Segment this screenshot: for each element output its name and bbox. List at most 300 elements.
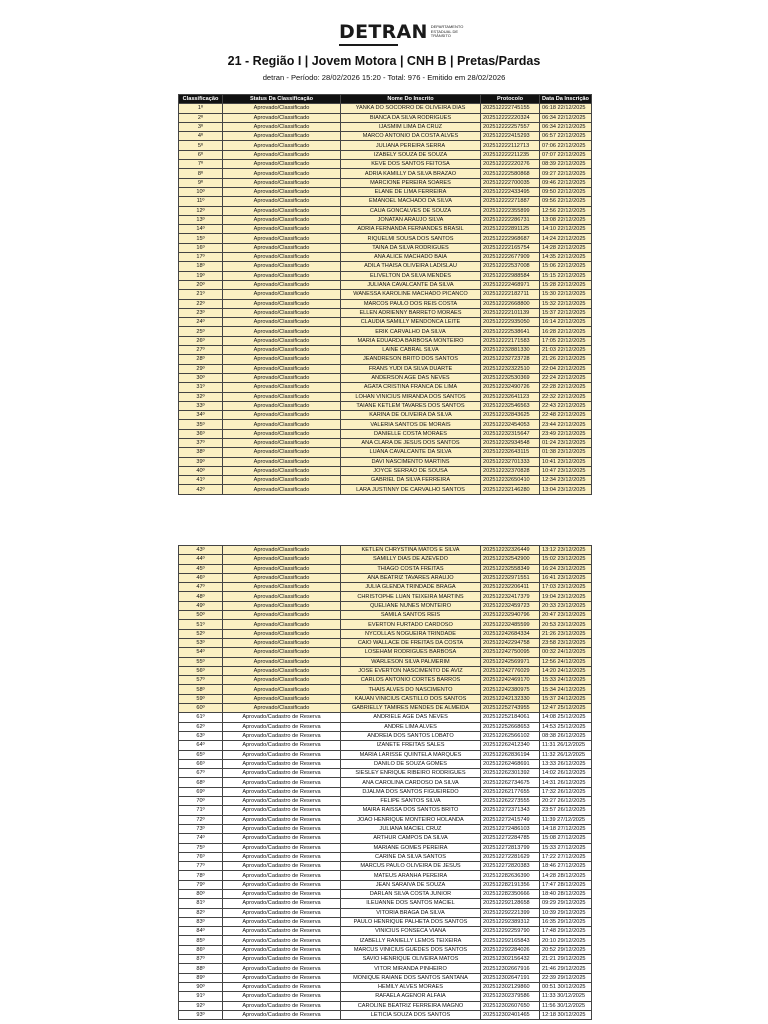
cell-classificacao: 51º (179, 620, 223, 629)
cell-protocolo: 202512262836194 (481, 750, 540, 759)
cell-status: Aprovado/Classificado (223, 160, 341, 169)
header-data: Data Da Inscrição (540, 95, 592, 104)
cell-nome: JULIA GLENDA TRINDADE BRAGA (341, 583, 481, 592)
cell-data: 18:40 28/12/2025 (540, 889, 592, 898)
cell-status: Aprovado/Classificado (223, 429, 341, 438)
cell-status: Aprovado/Classificado (223, 601, 341, 610)
cell-protocolo: 202512282350666 (481, 889, 540, 898)
cell-status: Aprovado/Classificado (223, 141, 341, 150)
cell-nome: MAIRA RAISSA DOS SANTOS BRITO (341, 806, 481, 815)
cell-classificacao: 54º (179, 648, 223, 657)
table-header-row (179, 95, 592, 104)
cell-status: Aprovado/Classificado (223, 555, 341, 564)
cell-classificacao: 42º (179, 485, 223, 494)
cell-data: 12:56 22/12/2025 (540, 206, 592, 215)
cell-classificacao: 41º (179, 476, 223, 485)
cell-protocolo: 202512232315647 (481, 429, 540, 438)
cell-classificacao: 13º (179, 215, 223, 224)
cell-status: Aprovado/Classificado (223, 685, 341, 694)
cell-protocolo: 202512242380975 (481, 685, 540, 694)
cell-nome: ANA CLARA DE JESUS DOS SANTOS (341, 438, 481, 447)
cell-nome: MARCO ANTONIO DA COSTA ALVES (341, 132, 481, 141)
table-row (179, 206, 592, 215)
cell-data: 06:57 22/12/2025 (540, 132, 592, 141)
table-row (179, 927, 592, 936)
cell-status: Aprovado/Classificado (223, 346, 341, 355)
cell-nome: ADRIA KAMILLY DA SILVA BRAZAO (341, 169, 481, 178)
cell-nome: MARCOS PAULO DOS REIS COSTA (341, 299, 481, 308)
cell-protocolo: 202512302607650 (481, 1001, 540, 1010)
table-row (179, 225, 592, 234)
table-row (179, 592, 592, 601)
cell-nome: ANDREIA DOS SANTOS LOBATO (341, 731, 481, 740)
cell-nome: CAIO WALLACE DE FREITAS DA COSTA (341, 638, 481, 647)
cell-nome: ELIVELTON DA SILVA MENDES (341, 271, 481, 280)
cell-status: Aprovado/Classificado (223, 466, 341, 475)
cell-classificacao: 84º (179, 927, 223, 936)
table-row (179, 666, 592, 675)
table-row (179, 638, 592, 647)
cell-classificacao: 81º (179, 899, 223, 908)
cell-data: 12:18 30/12/2025 (540, 1010, 592, 1019)
cell-protocolo: 202512232971551 (481, 573, 540, 582)
cell-data: 21:21 29/12/2025 (540, 955, 592, 964)
cell-protocolo: 202512232485599 (481, 620, 540, 629)
cell-protocolo: 202512232542900 (481, 555, 540, 564)
cell-classificacao: 63º (179, 731, 223, 740)
cell-nome: LOSEHAM RODRIGUES BARBOSA (341, 648, 481, 657)
table-row (179, 992, 592, 1001)
cell-protocolo: 202512222211235 (481, 150, 540, 159)
cell-nome: VITORIA BRAGA DA SILVA (341, 908, 481, 917)
cell-data: 13:33 26/12/2025 (540, 759, 592, 768)
cell-status: Aprovado/Cadastro de Reserva (223, 982, 341, 991)
cell-nome: RAFAELA AGENOR ALFAIA (341, 992, 481, 1001)
cell-classificacao: 88º (179, 964, 223, 973)
cell-protocolo: 202512262734675 (481, 778, 540, 787)
cell-status: Aprovado/Cadastro de Reserva (223, 815, 341, 824)
cell-nome: KAUAN VINICIUS CASTILLO DOS SANTOS (341, 694, 481, 703)
table-row (179, 871, 592, 880)
cell-protocolo: 202512222968687 (481, 234, 540, 243)
cell-nome: ELLEN ADRIENNY BARRETO MORAES (341, 308, 481, 317)
cell-protocolo: 202512262301392 (481, 769, 540, 778)
cell-data: 17:47 28/12/2025 (540, 880, 592, 889)
table-row (179, 466, 592, 475)
cell-nome: IZABELY SOUZA DE SOUZA (341, 150, 481, 159)
cell-status: Aprovado/Cadastro de Reserva (223, 797, 341, 806)
table-row (179, 583, 592, 592)
cell-classificacao: 57º (179, 676, 223, 685)
cell-data: 14:08 25/12/2025 (540, 713, 592, 722)
cell-classificacao: 28º (179, 355, 223, 364)
cell-status: Aprovado/Cadastro de Reserva (223, 936, 341, 945)
table-row (179, 862, 592, 871)
cell-status: Aprovado/Classificado (223, 243, 341, 252)
cell-status: Aprovado/Cadastro de Reserva (223, 834, 341, 843)
table-row (179, 253, 592, 262)
cell-nome: KETLEN CHRYSTINA MATOS E SILVA (341, 546, 481, 555)
table-row (179, 713, 592, 722)
cell-classificacao: 62º (179, 722, 223, 731)
cell-data: 13:12 23/12/2025 (540, 546, 592, 555)
cell-data: 12:34 23/12/2025 (540, 476, 592, 485)
cell-status: Aprovado/Cadastro de Reserva (223, 880, 341, 889)
cell-nome: FRANS YUDI DA SILVA DUARTE (341, 364, 481, 373)
cell-data: 09:27 22/12/2025 (540, 169, 592, 178)
cell-status: Aprovado/Classificado (223, 104, 341, 113)
cell-protocolo: 202512222165754 (481, 243, 540, 252)
cell-data: 11:31 26/12/2025 (540, 741, 592, 750)
cell-classificacao: 52º (179, 629, 223, 638)
cell-data: 06:18 22/12/2025 (540, 104, 592, 113)
cell-protocolo: 202512292389312 (481, 917, 540, 926)
cell-status: Aprovado/Cadastro de Reserva (223, 750, 341, 759)
cell-protocolo: 202512262412340 (481, 741, 540, 750)
cell-data: 22:32 22/12/2025 (540, 392, 592, 401)
cell-classificacao: 64º (179, 741, 223, 750)
cell-protocolo: 202512222745155 (481, 104, 540, 113)
cell-data: 22:48 22/12/2025 (540, 411, 592, 420)
cell-status: Aprovado/Cadastro de Reserva (223, 722, 341, 731)
cell-classificacao: 67º (179, 769, 223, 778)
cell-protocolo: 202512222220276 (481, 160, 540, 169)
cell-nome: ADRIA FERNANDA FERNANDES BRASIL (341, 225, 481, 234)
cell-classificacao: 29º (179, 364, 223, 373)
cell-nome: ANDERSON AGE DAS NEVES (341, 373, 481, 382)
cell-status: Aprovado/Cadastro de Reserva (223, 973, 341, 982)
table-row (179, 141, 592, 150)
cell-protocolo: 202512232459723 (481, 601, 540, 610)
cell-nome: ILEUANNE DOS SANTOS MACIEL (341, 899, 481, 908)
cell-classificacao: 5º (179, 141, 223, 150)
table-row (179, 346, 592, 355)
cell-classificacao: 4º (179, 132, 223, 141)
cell-nome: CAUA GONCALVES DE SOUZA (341, 206, 481, 215)
cell-data: 18:46 27/12/2025 (540, 862, 592, 871)
table-row (179, 787, 592, 796)
cell-data: 21:46 29/12/2025 (540, 964, 592, 973)
cell-data: 16:28 22/12/2025 (540, 327, 592, 336)
cell-status: Aprovado/Classificado (223, 448, 341, 457)
table-row (179, 676, 592, 685)
cell-protocolo: 202512232558349 (481, 564, 540, 573)
cell-data: 11:32 26/12/2025 (540, 750, 592, 759)
cell-nome: ANA ALICE MACHADO BAIA (341, 253, 481, 262)
cell-classificacao: 24º (179, 318, 223, 327)
cell-classificacao: 66º (179, 759, 223, 768)
cell-data: 14:24 22/12/2025 (540, 234, 592, 243)
table-row (179, 759, 592, 768)
cell-data: 08:39 22/12/2025 (540, 160, 592, 169)
cell-protocolo: 202512272486103 (481, 824, 540, 833)
cell-classificacao: 82º (179, 908, 223, 917)
header-classificacao: Classificação (179, 95, 223, 104)
cell-classificacao: 53º (179, 638, 223, 647)
cell-classificacao: 90º (179, 982, 223, 991)
cell-nome: JOAO HENRIQUE MONTEIRO HOLANDA (341, 815, 481, 824)
cell-nome: HEMILY ALVES MORAES (341, 982, 481, 991)
cell-status: Aprovado/Cadastro de Reserva (223, 713, 341, 722)
cell-classificacao: 44º (179, 555, 223, 564)
table-row (179, 741, 592, 750)
cell-nome: GABRIEL DA SILVA FERREIRA (341, 476, 481, 485)
cell-status: Aprovado/Classificado (223, 113, 341, 122)
cell-classificacao: 65º (179, 750, 223, 759)
table-row (179, 243, 592, 252)
table-row (179, 113, 592, 122)
cell-protocolo: 202512272820383 (481, 862, 540, 871)
cell-nome: CLAUDIA SAMILLY MENDONCA LEITE (341, 318, 481, 327)
table-row (179, 476, 592, 485)
table-row (179, 187, 592, 196)
cell-protocolo: 202512302129860 (481, 982, 540, 991)
cell-classificacao: 7º (179, 160, 223, 169)
table-row (179, 629, 592, 638)
cell-protocolo: 202512302379586 (481, 992, 540, 1001)
cell-status: Aprovado/Cadastro de Reserva (223, 917, 341, 926)
page-title: 21 - Região I | Jovem Motora | CNH B | Pretas/Pardas (227, 54, 541, 68)
cell-status: Aprovado/Cadastro de Reserva (223, 787, 341, 796)
cell-data: 17:03 23/12/2025 (540, 583, 592, 592)
cell-nome: MONIQUE RAIANE DOS SANTOS SANTANA (341, 973, 481, 982)
cell-data: 14:53 25/12/2025 (540, 722, 592, 731)
cell-protocolo: 202512302647191 (481, 973, 540, 982)
cell-protocolo: 202512272371343 (481, 806, 540, 815)
cell-protocolo: 202512272415749 (481, 815, 540, 824)
cell-status: Aprovado/Classificado (223, 620, 341, 629)
cell-status: Aprovado/Cadastro de Reserva (223, 824, 341, 833)
cell-data: 08:38 26/12/2025 (540, 731, 592, 740)
cell-data: 17:05 22/12/2025 (540, 336, 592, 345)
cell-protocolo: 202512282636390 (481, 871, 540, 880)
cell-status: Aprovado/Cadastro de Reserva (223, 927, 341, 936)
cell-classificacao: 45º (179, 564, 223, 573)
cell-data: 15:06 22/12/2025 (540, 262, 592, 271)
cell-status: Aprovado/Classificado (223, 253, 341, 262)
cell-nome: DJALMA DOS SANTOS FIGUEIREDO (341, 787, 481, 796)
cell-status: Aprovado/Classificado (223, 573, 341, 582)
cell-classificacao: 61º (179, 713, 223, 722)
table-row (179, 964, 592, 973)
cell-protocolo: 202512222700035 (481, 178, 540, 187)
cell-classificacao: 3º (179, 122, 223, 131)
cell-classificacao: 60º (179, 704, 223, 713)
cell-data: 14:20 24/12/2025 (540, 666, 592, 675)
cell-status: Aprovado/Classificado (223, 694, 341, 703)
table-body-part-1 (179, 104, 592, 494)
cell-status: Aprovado/Cadastro de Reserva (223, 806, 341, 815)
table-row (179, 355, 592, 364)
cell-data: 15:08 27/12/2025 (540, 834, 592, 843)
table-row (179, 694, 592, 703)
table-row (179, 1010, 592, 1019)
cell-classificacao: 14º (179, 225, 223, 234)
cell-data: 01:38 23/12/2025 (540, 448, 592, 457)
cell-status: Aprovado/Classificado (223, 234, 341, 243)
cell-classificacao: 37º (179, 438, 223, 447)
cell-data: 15:37 24/12/2025 (540, 694, 592, 703)
cell-status: Aprovado/Classificado (223, 546, 341, 555)
cell-protocolo: 202512262177655 (481, 787, 540, 796)
table-row (179, 364, 592, 373)
cell-protocolo: 202512222988584 (481, 271, 540, 280)
cell-classificacao: 79º (179, 880, 223, 889)
table-row (179, 401, 592, 410)
results-table-part-2 (178, 545, 592, 1020)
cell-data: 09:29 29/12/2025 (540, 899, 592, 908)
cell-status: Aprovado/Cadastro de Reserva (223, 899, 341, 908)
cell-classificacao: 89º (179, 973, 223, 982)
table-row (179, 731, 592, 740)
cell-protocolo: 202512262273555 (481, 797, 540, 806)
table-row (179, 178, 592, 187)
cell-protocolo: 202512222355899 (481, 206, 540, 215)
cell-status: Aprovado/Classificado (223, 392, 341, 401)
cell-protocolo: 202512232881330 (481, 346, 540, 355)
cell-classificacao: 85º (179, 936, 223, 945)
cell-protocolo: 202512292165843 (481, 936, 540, 945)
cell-classificacao: 18º (179, 262, 223, 271)
table-row (179, 806, 592, 815)
cell-data: 13:08 22/12/2025 (540, 215, 592, 224)
cell-classificacao: 39º (179, 457, 223, 466)
cell-nome: MATEUS ARANHA PEREIRA (341, 871, 481, 880)
cell-data: 14:10 22/12/2025 (540, 225, 592, 234)
table-row (179, 448, 592, 457)
cell-nome: ANA CAROLINA CARDOSO DA SILVA (341, 778, 481, 787)
cell-classificacao: 43º (179, 546, 223, 555)
cell-data: 23:49 22/12/2025 (540, 429, 592, 438)
cell-status: Aprovado/Classificado (223, 401, 341, 410)
cell-status: Aprovado/Cadastro de Reserva (223, 862, 341, 871)
cell-status: Aprovado/Classificado (223, 383, 341, 392)
header-status: Status Da Classificação (223, 95, 341, 104)
cell-classificacao: 35º (179, 420, 223, 429)
cell-data: 21:26 23/12/2025 (540, 629, 592, 638)
table-row (179, 889, 592, 898)
cell-protocolo: 202512232322510 (481, 364, 540, 373)
cell-nome: JULIANA CAVALCANTE DA SILVA (341, 280, 481, 289)
cell-classificacao: 71º (179, 806, 223, 815)
cell-data: 15:15 22/12/2025 (540, 271, 592, 280)
cell-nome: GABRIELLY TAMIRES MENDES DE ALMEIDA (341, 704, 481, 713)
cell-protocolo: 202512232940796 (481, 611, 540, 620)
cell-classificacao: 8º (179, 169, 223, 178)
cell-status: Aprovado/Classificado (223, 169, 341, 178)
cell-data: 06:34 22/12/2025 (540, 122, 592, 131)
table-row (179, 564, 592, 573)
cell-status: Aprovado/Cadastro de Reserva (223, 992, 341, 1001)
cell-classificacao: 69º (179, 787, 223, 796)
table-row (179, 457, 592, 466)
cell-classificacao: 10º (179, 187, 223, 196)
cell-nome: LETICIA SOUZA DOS SANTOS (341, 1010, 481, 1019)
cell-protocolo: 202512222415293 (481, 132, 540, 141)
cell-classificacao: 83º (179, 917, 223, 926)
cell-data: 17:32 26/12/2025 (540, 787, 592, 796)
cell-data: 00:51 30/12/2025 (540, 982, 592, 991)
cell-data: 12:47 25/12/2025 (540, 704, 592, 713)
cell-protocolo: 202512222468971 (481, 280, 540, 289)
cell-status: Aprovado/Classificado (223, 327, 341, 336)
cell-protocolo: 202512222538641 (481, 327, 540, 336)
cell-nome: WANESSA KAROLINE MACHADO PICANCO (341, 290, 481, 299)
table-row (179, 132, 592, 141)
cell-data: 07:06 22/12/2025 (540, 141, 592, 150)
cell-classificacao: 74º (179, 834, 223, 843)
cell-nome: TAINA DA SILVA RODRIGUES (341, 243, 481, 252)
cell-protocolo: 202512232641123 (481, 392, 540, 401)
logo-wordmark: DETRAN (339, 21, 428, 43)
cell-nome: LAINE CABRAL SILVA (341, 346, 481, 355)
table-row (179, 420, 592, 429)
cell-data: 14:18 27/12/2025 (540, 824, 592, 833)
cell-protocolo: 202512232650410 (481, 476, 540, 485)
cell-status: Aprovado/Classificado (223, 290, 341, 299)
cell-protocolo: 202512222433495 (481, 187, 540, 196)
cell-data: 21:26 22/12/2025 (540, 355, 592, 364)
cell-status: Aprovado/Classificado (223, 197, 341, 206)
cell-nome: SAVIO HENRIQUE OLIVEIRA MATOS (341, 955, 481, 964)
table-row (179, 917, 592, 926)
table-row (179, 936, 592, 945)
cell-classificacao: 72º (179, 815, 223, 824)
cell-nome: VITOR MIRANDA PINHEIRO (341, 964, 481, 973)
cell-data: 20:52 29/12/2025 (540, 945, 592, 954)
cell-protocolo: 202512262468691 (481, 759, 540, 768)
cell-protocolo: 202512222257557 (481, 122, 540, 131)
cell-status: Aprovado/Classificado (223, 611, 341, 620)
cell-classificacao: 87º (179, 955, 223, 964)
table-row (179, 104, 592, 113)
table-row (179, 797, 592, 806)
cell-data: 09:56 22/12/2025 (540, 197, 592, 206)
cell-status: Aprovado/Cadastro de Reserva (223, 908, 341, 917)
cell-classificacao: 27º (179, 346, 223, 355)
table-row (179, 122, 592, 131)
table-row (179, 215, 592, 224)
cell-data: 15:33 24/12/2025 (540, 676, 592, 685)
cell-nome: MARIANE GOMES PEREIRA (341, 843, 481, 852)
cell-status: Aprovado/Cadastro de Reserva (223, 852, 341, 861)
header-nome: Nome Do Inscrito (341, 95, 481, 104)
cell-classificacao: 56º (179, 666, 223, 675)
cell-status: Aprovado/Cadastro de Reserva (223, 964, 341, 973)
cell-status: Aprovado/Classificado (223, 271, 341, 280)
cell-status: Aprovado/Classificado (223, 336, 341, 345)
table-row (179, 234, 592, 243)
cell-protocolo: 202512222537008 (481, 262, 540, 271)
cell-status: Aprovado/Classificado (223, 364, 341, 373)
table-row (179, 601, 592, 610)
cell-status: Aprovado/Classificado (223, 225, 341, 234)
cell-status: Aprovado/Classificado (223, 122, 341, 131)
cell-protocolo: 202512302156432 (481, 955, 540, 964)
cell-classificacao: 21º (179, 290, 223, 299)
cell-data: 23:57 26/12/2025 (540, 806, 592, 815)
cell-status: Aprovado/Classificado (223, 629, 341, 638)
cell-protocolo: 202512222271887 (481, 197, 540, 206)
cell-nome: NYCOLLAS NOGUEIRA TRINDADE (341, 629, 481, 638)
cell-data: 11:56 30/12/2025 (540, 1001, 592, 1010)
cell-classificacao: 9º (179, 178, 223, 187)
cell-classificacao: 48º (179, 592, 223, 601)
cell-status: Aprovado/Classificado (223, 457, 341, 466)
cell-nome: VINICIUS FONSECA VIANA (341, 927, 481, 936)
cell-classificacao: 93º (179, 1010, 223, 1019)
cell-classificacao: 34º (179, 411, 223, 420)
